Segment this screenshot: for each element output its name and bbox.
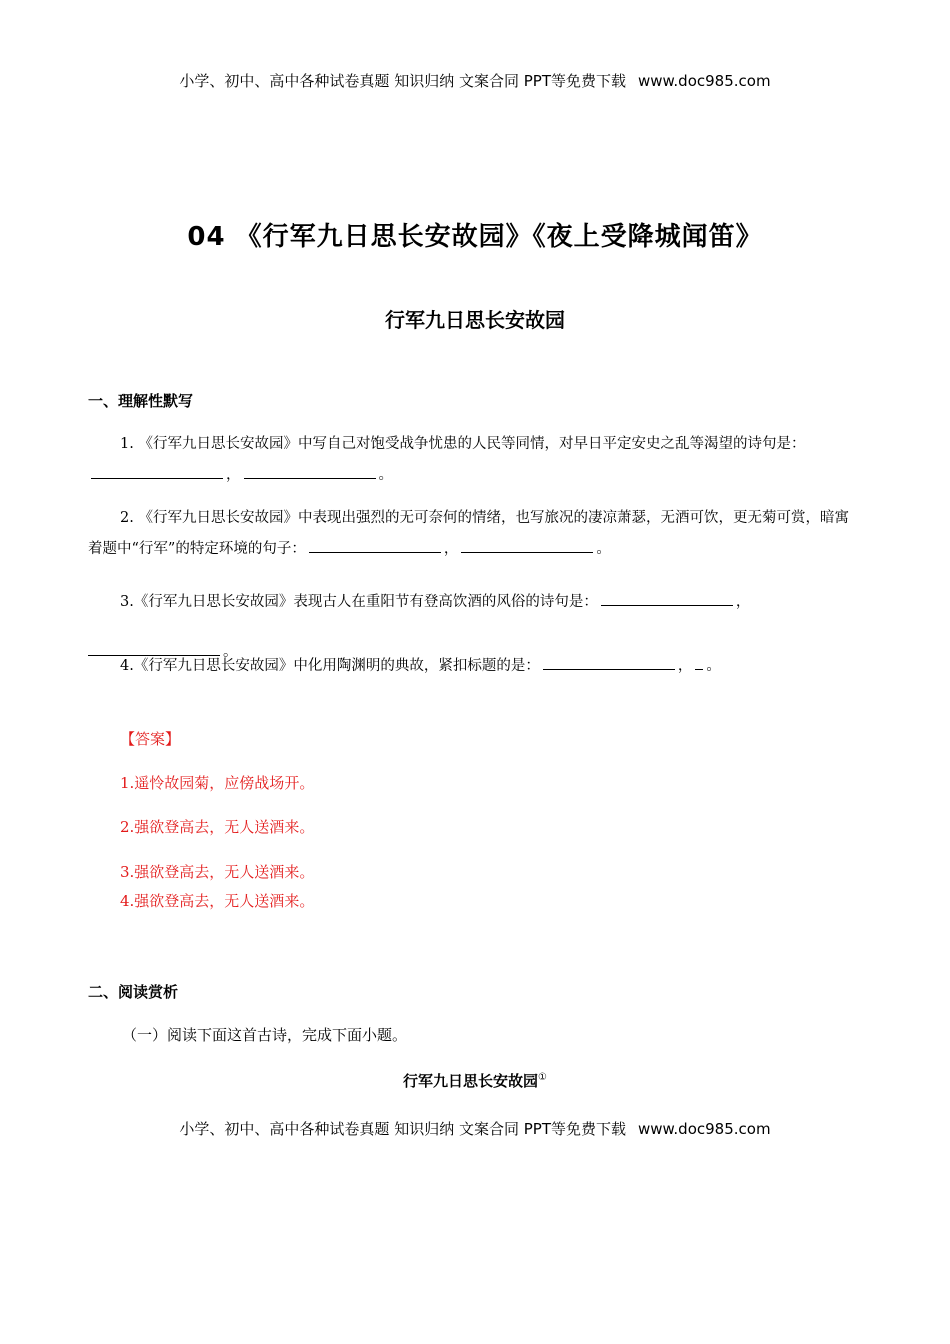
poem-footnote-marker[interactable]: ① (538, 1072, 547, 1083)
answer-blank[interactable] (244, 462, 376, 479)
answer-item-1: 1.遥怜故园菊，应傍战场开。 (120, 774, 315, 792)
answer-blank[interactable] (309, 536, 441, 553)
question-4-text: 4.《行军九日思长安故园》中化用陶渊明的典故，紧扣标题的是： (120, 658, 540, 674)
question-1-sep: ， (226, 467, 241, 483)
banner-text: 小学、初中、高中各种试卷真题 知识归纳 文案合同 PPT等免费下载 (179, 1120, 626, 1138)
footer-banner (0, 1118, 950, 1139)
answer-label: 【答案】 (120, 730, 181, 748)
question-4-end: 。 (706, 658, 721, 674)
poem-title (0, 1070, 950, 1091)
answer-item-2: 2.强欲登高去，无人送酒来。 (120, 818, 315, 836)
section1-heading: 一、理解性默写 (88, 392, 194, 410)
section2-intro: （一）阅读下面这首古诗，完成下面小题。 (122, 1026, 408, 1044)
document-subtitle: 行军九日思长安故园 (385, 308, 565, 332)
answer-item-4: 4.强欲登高去，无人送酒来。 (120, 892, 315, 910)
question-2-text: 2. 《行军九日思长安故园》中表现出强烈的无可奈何的情绪，也写旅况的凄凉萧瑟，无酒可饮，更无菊可赏，暗寓着题中“行军”的特定环境的句子： (88, 510, 849, 557)
question-3-sep: ， (735, 594, 751, 610)
section2-heading: 二、阅读赏析 (88, 983, 179, 1001)
question-3-text: 3.《行军九日思长安故园》表现古人在重阳节有登高饮酒的风俗的诗句是： (120, 594, 598, 610)
question-4 (88, 651, 860, 682)
answer-blank[interactable] (601, 589, 733, 606)
question-1-end: 。 (378, 467, 393, 483)
header-banner (0, 70, 950, 91)
answer-blank[interactable] (543, 653, 675, 670)
question-4-sep: ， (677, 658, 693, 674)
question-1-text: 1. 《行军九日思长安故园》中写自己对饱受战争忧患的人民等同情，对早日平定安史之乱等渴望的诗句是： (120, 436, 806, 452)
document-title: 04 《行军九日思长安故园》《夜上受降城闻笛》 (187, 222, 763, 252)
banner-url[interactable]: www.doc985.com (637, 1120, 771, 1138)
question-3-end: 。 (223, 644, 238, 660)
question-2-end: 。 (596, 541, 611, 557)
banner-url[interactable]: www.doc985.com (637, 72, 771, 90)
answer-blank[interactable] (91, 462, 223, 479)
answer-item-3: 3.强欲登高去，无人送酒来。 (120, 863, 315, 881)
answer-blank[interactable] (695, 653, 703, 670)
question-2 (88, 503, 860, 565)
answer-blank[interactable] (461, 536, 593, 553)
question-2-sep: ， (443, 541, 459, 557)
poem-title-text: 行军九日思长安故园 (403, 1072, 539, 1090)
question-1 (88, 429, 860, 491)
banner-text: 小学、初中、高中各种试卷真题 知识归纳 文案合同 PPT等免费下载 (179, 72, 626, 90)
